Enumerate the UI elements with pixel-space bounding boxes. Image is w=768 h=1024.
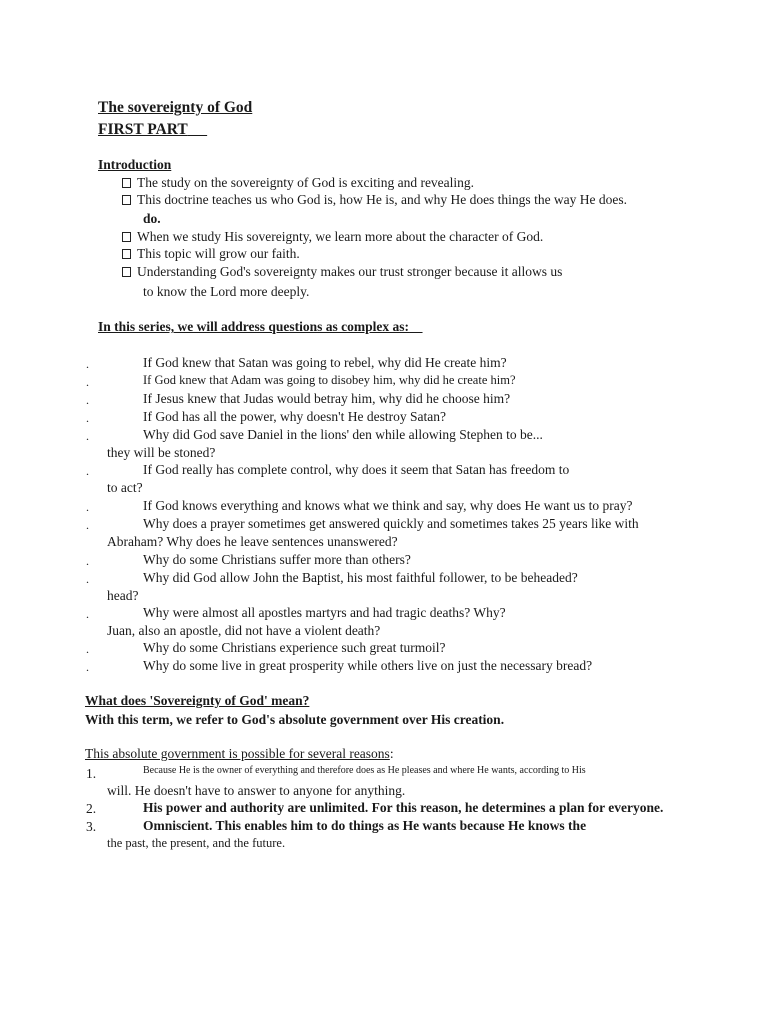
question-continuation: Abraham? Why does he leave sentences unanswered? [107, 534, 398, 549]
bullet-dot: . [86, 518, 89, 532]
intro-item-continuation: do. [143, 211, 161, 226]
series-heading [98, 320, 423, 334]
part-title-text: FIRST PART [98, 121, 188, 138]
intro-item [122, 176, 474, 190]
reasons-heading-text: This absolute government is possible for several reasons [85, 746, 390, 761]
checkbox-icon [122, 249, 131, 259]
intro-item-text: Understanding God's sovereignty makes our trust stronger because it allows us [137, 264, 563, 279]
question-item: Why does a prayer sometimes get answered quickly and sometimes takes 25 years like with [143, 516, 639, 531]
question-continuation: Juan, also an apostle, did not have a violent death? [107, 623, 381, 638]
meaning-question: What does 'Sovereignty of God' mean? [85, 693, 310, 708]
meaning-answer: With this term, we refer to God's absolute government over His creation. [85, 712, 505, 727]
bullet-dot: . [86, 357, 89, 371]
question-continuation: they will be stoned? [107, 445, 216, 460]
document-title: The sovereignty of God [98, 99, 253, 116]
checkbox-icon [122, 232, 131, 242]
bullet-dot: . [86, 500, 89, 514]
intro-item-text: This doctrine teaches us who God is, how He is, and why He does things the way He does. [137, 192, 628, 207]
bullet-dot: . [86, 464, 89, 478]
bullet-dot: . [86, 642, 89, 656]
question-item: If God has all the power, why doesn't He destroy Satan? [143, 409, 446, 424]
reason-item: His power and authority are unlimited. For this reason, he determines a plan for everyone. [143, 800, 664, 815]
list-number: 1. [86, 766, 97, 781]
intro-item [122, 230, 543, 244]
reason-item: Because He is the owner of everything and therefore does as He pleases and where He wants, according to His [143, 765, 586, 776]
list-number: 2. [86, 801, 97, 816]
bullet-dot: . [86, 429, 89, 443]
question-item: Why do some Christians experience such great turmoil? [143, 640, 446, 655]
checkbox-icon [122, 178, 131, 188]
reasons-heading-colon: : [389, 746, 394, 761]
question-item: If Jesus knew that Judas would betray him, why did he choose him? [143, 391, 511, 406]
series-heading-text: In this series, we will address questions as complex as: [98, 319, 410, 334]
question-item: If God knew that Adam was going to disobey him, why did he create him? [143, 373, 516, 387]
question-item: Why do some Christians suffer more than others? [143, 552, 411, 567]
reasons-heading [85, 747, 394, 761]
reason-item: Omniscient. This enables him to do things as He wants because He knows the [143, 818, 587, 833]
bullet-dot: . [86, 393, 89, 407]
intro-item-continuation: to know the Lord more deeply. [143, 284, 310, 299]
intro-heading: Introduction [98, 157, 172, 172]
part-title [98, 122, 207, 138]
reason-continuation: the past, the present, and the future. [107, 836, 286, 850]
intro-item [122, 247, 300, 261]
bullet-dot: . [86, 607, 89, 621]
bullet-dot: . [86, 572, 89, 586]
question-continuation: to act? [107, 480, 143, 495]
question-item: Why did God save Daniel in the lions' den while allowing Stephen to be... [143, 427, 543, 442]
intro-item-text: The study on the sovereignty of God is exciting and revealing. [137, 175, 475, 190]
question-item: Why were almost all apostles martyrs and had tragic deaths? Why? [143, 605, 506, 620]
question-item: If God knows everything and knows what we think and say, why does He want us to pray? [143, 498, 633, 513]
checkbox-icon [122, 267, 131, 277]
intro-item-text: When we study His sovereignty, we learn more about the character of God. [137, 229, 544, 244]
bullet-dot: . [86, 411, 89, 425]
intro-item [122, 265, 562, 279]
intro-item [122, 193, 627, 207]
reason-continuation: will. He doesn't have to answer to anyone for anything. [107, 783, 406, 798]
checkbox-icon [122, 195, 131, 205]
list-number: 3. [86, 819, 97, 834]
question-item: If God knew that Satan was going to rebel, why did He create him? [143, 355, 507, 370]
bullet-dot: . [86, 660, 89, 674]
question-item: If God really has complete control, why does it seem that Satan has freedom to [143, 462, 570, 477]
question-continuation: head? [107, 588, 139, 603]
question-item: Why do some live in great prosperity while others live on just the necessary bread? [143, 658, 593, 673]
bullet-dot: . [86, 554, 89, 568]
intro-item-text: This topic will grow our faith. [137, 246, 300, 261]
bullet-dot: . [86, 375, 89, 389]
question-item: Why did God allow John the Baptist, his most faithful follower, to be beheaded? [143, 570, 578, 585]
